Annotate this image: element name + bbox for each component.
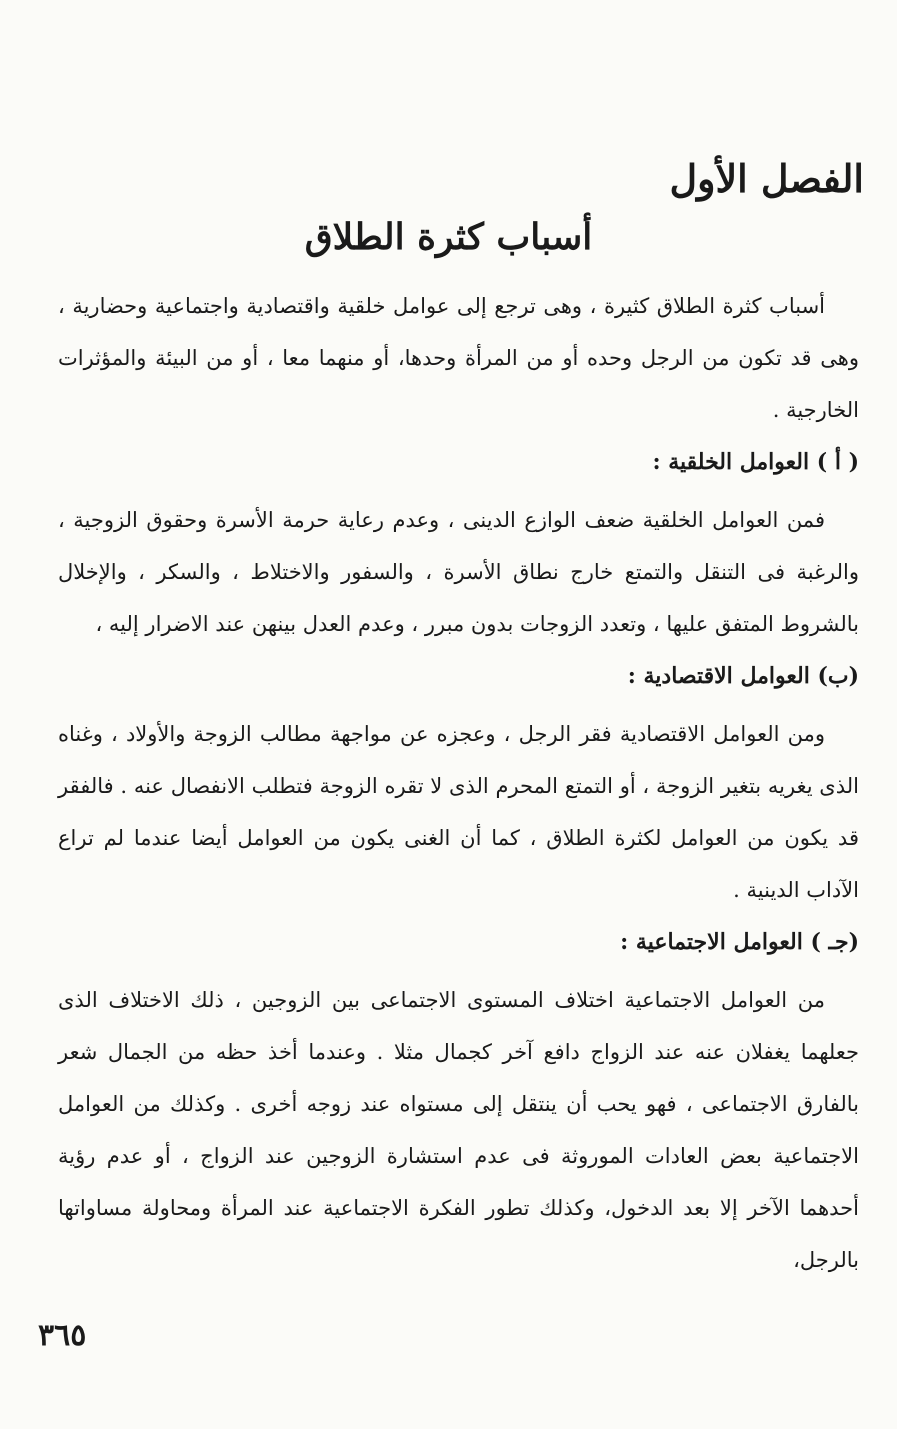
page-number: ٣٦٥ <box>38 1318 87 1353</box>
paragraph-moral-factors: فمن العوامل الخلقية ضعف الوازع الدينى ، وعدم رعاية حرمة الأسرة وحقوق الزوجية ، والرغبة فى التنقل والتمتع خارج نطاق الأسرة ، والسفور والاختلاط ، والسكر ، والإخلال بالشروط المتفق عليها ، وتعدد الزوجات بدون مبرر ، وعدم العدل بينهن عند الاضرار إليه ، <box>58 508 859 636</box>
subheading-social-factors: (جـ ) العوامل الاجتماعية : <box>620 929 859 955</box>
paragraph-economic-factors: ومن العوامل الاقتصادية فقر الرجل ، وعجزه عن مواجهة مطالب الزوجة والأولاد ، وغناه الذى يغريه بتغير الزوجة ، أو التمتع المحرم الذى لا تقره الزوجة فتطلب الانفصال عنه . فالفقر قد يكون من العوامل لكثرة الطلاق ، كما أن الغنى يكون من العوامل أيضا عندما لم تراع الآداب الدينية . <box>58 722 859 902</box>
intro-paragraph: أسباب كثرة الطلاق كثيرة ، وهى ترجع إلى عوامل خلقية واقتصادية واجتماعية وحضارية ، وهى قد تكون من الرجل وحده أو من المرأة وحدها، أو منهما معا ، أو من البيئة والمؤثرات الخارجية . <box>58 294 859 422</box>
subheading-moral-factors: ( أ ) العوامل الخلقية : <box>652 449 859 475</box>
chapter-heading: الفصل الأول <box>669 156 864 201</box>
subheading-economic-factors: (ب) العوامل الاقتصادية : <box>627 663 859 689</box>
section-title: أسباب كثرة الطلاق <box>304 216 593 258</box>
paragraph-social-factors: من العوامل الاجتماعية اختلاف المستوى الاجتماعى بين الزوجين ، ذلك الاختلاف الذى جعلهما يغفلان عنه عند الزواج دافع آخر كجمال مثلا . وعندما أخذ حظه من الجمال شعر بالفارق الاجتماعى ، فهو يحب أن ينتقل إلى مستواه عند زوجه أخرى . وكذلك من العوامل الاجتماعية بعض العادات الموروثة فى عدم استشارة الزوجين عند الزواج ، أو عدم رؤية أحدهما الآخر إلا بعد الدخول، وكذلك تطور الفكرة الاجتماعية عند المرأة ومحاولة مساواتها بالرجل، <box>58 988 859 1272</box>
page-body <box>58 280 859 1286</box>
